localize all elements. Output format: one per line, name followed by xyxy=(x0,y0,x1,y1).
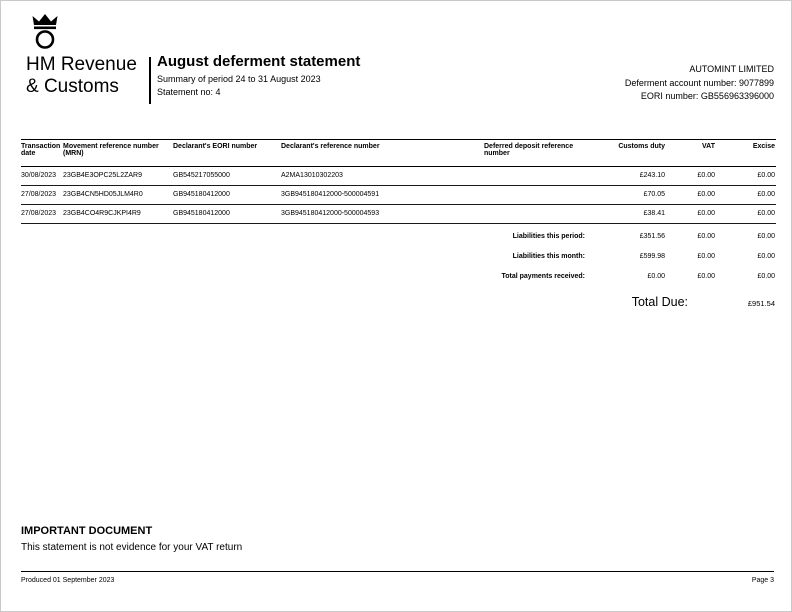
logo-line1: HM Revenue xyxy=(26,54,137,75)
col-vat: VAT xyxy=(702,143,715,150)
summary-vat: £0.00 xyxy=(697,233,715,240)
produced-date: Produced 01 September 2023 xyxy=(21,577,115,584)
cell-vat: £0.00 xyxy=(697,172,715,179)
important-document-heading: IMPORTANT DOCUMENT xyxy=(21,525,153,537)
cell-mrn: 23GB4CO4R9CJKPI4R9 xyxy=(63,210,141,217)
company-name: AUTOMINT LIMITED xyxy=(689,64,774,74)
summary-section xyxy=(21,227,776,287)
cell-declarant-eori: GB545217055000 xyxy=(173,172,230,179)
cell-declarant-eori: GB945180412000 xyxy=(173,210,230,217)
col-customs-duty: Customs duty xyxy=(618,143,665,150)
account-block xyxy=(625,63,774,104)
col-excise: Excise xyxy=(752,143,775,150)
table-row xyxy=(21,186,776,205)
table-row xyxy=(21,167,776,186)
summary-label: Total payments received: xyxy=(501,273,585,280)
summary-customs-duty: £0.00 xyxy=(647,273,665,280)
page-title: August deferment statement xyxy=(157,53,361,70)
period-subtitle: Summary of period 24 to 31 August 2023 xyxy=(157,74,321,84)
cell-excise: £0.00 xyxy=(757,191,775,198)
summary-excise: £0.00 xyxy=(757,233,775,240)
logo-line2: & Customs xyxy=(26,76,119,97)
cell-vat: £0.00 xyxy=(697,191,715,198)
summary-row-payments xyxy=(21,267,776,287)
summary-label: Liabilities this month: xyxy=(512,253,585,260)
col-transaction-date: Transaction date xyxy=(21,143,61,157)
cell-vat: £0.00 xyxy=(697,210,715,217)
cell-mrn: 23GB4CN5HD05JLM4R0 xyxy=(63,191,143,198)
cell-deferred-deposit-ref xyxy=(484,186,591,204)
col-declarant-ref: Declarant's reference number xyxy=(281,143,380,150)
vat-return-note: This statement is not evidence for your VAT return xyxy=(21,542,243,553)
col-declarant-eori: Declarant's EORI number xyxy=(173,143,258,150)
summary-row-period xyxy=(21,227,776,247)
footer-divider xyxy=(21,571,774,572)
cell-declarant-ref: 3GB945180412000-500004593 xyxy=(281,210,380,217)
logo-text xyxy=(26,54,137,98)
summary-vat: £0.00 xyxy=(697,273,715,280)
summary-excise: £0.00 xyxy=(757,253,775,260)
cell-customs-duty: £38.41 xyxy=(643,210,665,217)
cell-transaction-date: 27/08/2023 xyxy=(21,210,57,217)
cell-declarant-ref: 3GB945180412000-500004591 xyxy=(281,191,380,198)
table-row xyxy=(21,205,776,224)
header-divider xyxy=(149,57,151,104)
summary-vat: £0.00 xyxy=(697,253,715,260)
col-mrn: Movement reference number (MRN) xyxy=(63,143,159,157)
summary-customs-duty: £599.98 xyxy=(639,253,665,260)
cell-transaction-date: 30/08/2023 xyxy=(21,172,57,179)
cell-declarant-ref: A2MA13010302203 xyxy=(281,172,343,179)
cell-excise: £0.00 xyxy=(757,172,775,179)
total-due-value: £951.54 xyxy=(747,299,775,308)
total-due-row xyxy=(21,295,776,309)
cell-customs-duty: £243.10 xyxy=(639,172,665,179)
statement-table xyxy=(21,139,776,309)
cell-mrn: 23GB4E3OPC25L2ZAR9 xyxy=(63,172,142,179)
col-deferred-deposit-ref: Deferred deposit reference number xyxy=(484,143,574,157)
hmrc-logo xyxy=(26,12,137,98)
cell-excise: £0.00 xyxy=(757,210,775,217)
total-due-label: Total Due: xyxy=(631,295,688,309)
cell-declarant-eori: GB945180412000 xyxy=(173,191,230,198)
cell-transaction-date: 27/08/2023 xyxy=(21,191,57,198)
deferment-account-number: Deferment account number: 9077899 xyxy=(624,77,774,88)
summary-row-month xyxy=(21,247,776,267)
cell-deferred-deposit-ref xyxy=(484,205,591,223)
statement-number: Statement no: 4 xyxy=(157,87,221,97)
summary-excise: £0.00 xyxy=(757,273,775,280)
crown-icon xyxy=(29,12,61,50)
table-header-row xyxy=(21,139,776,167)
summary-label: Liabilities this period: xyxy=(512,233,585,240)
cell-customs-duty: £70.05 xyxy=(643,191,665,198)
title-block xyxy=(157,53,360,97)
cell-deferred-deposit-ref xyxy=(484,167,591,185)
eori-number: EORI number: GB556963396000 xyxy=(640,91,774,101)
page-number: Page 3 xyxy=(751,577,774,584)
summary-customs-duty: £351.56 xyxy=(639,233,665,240)
